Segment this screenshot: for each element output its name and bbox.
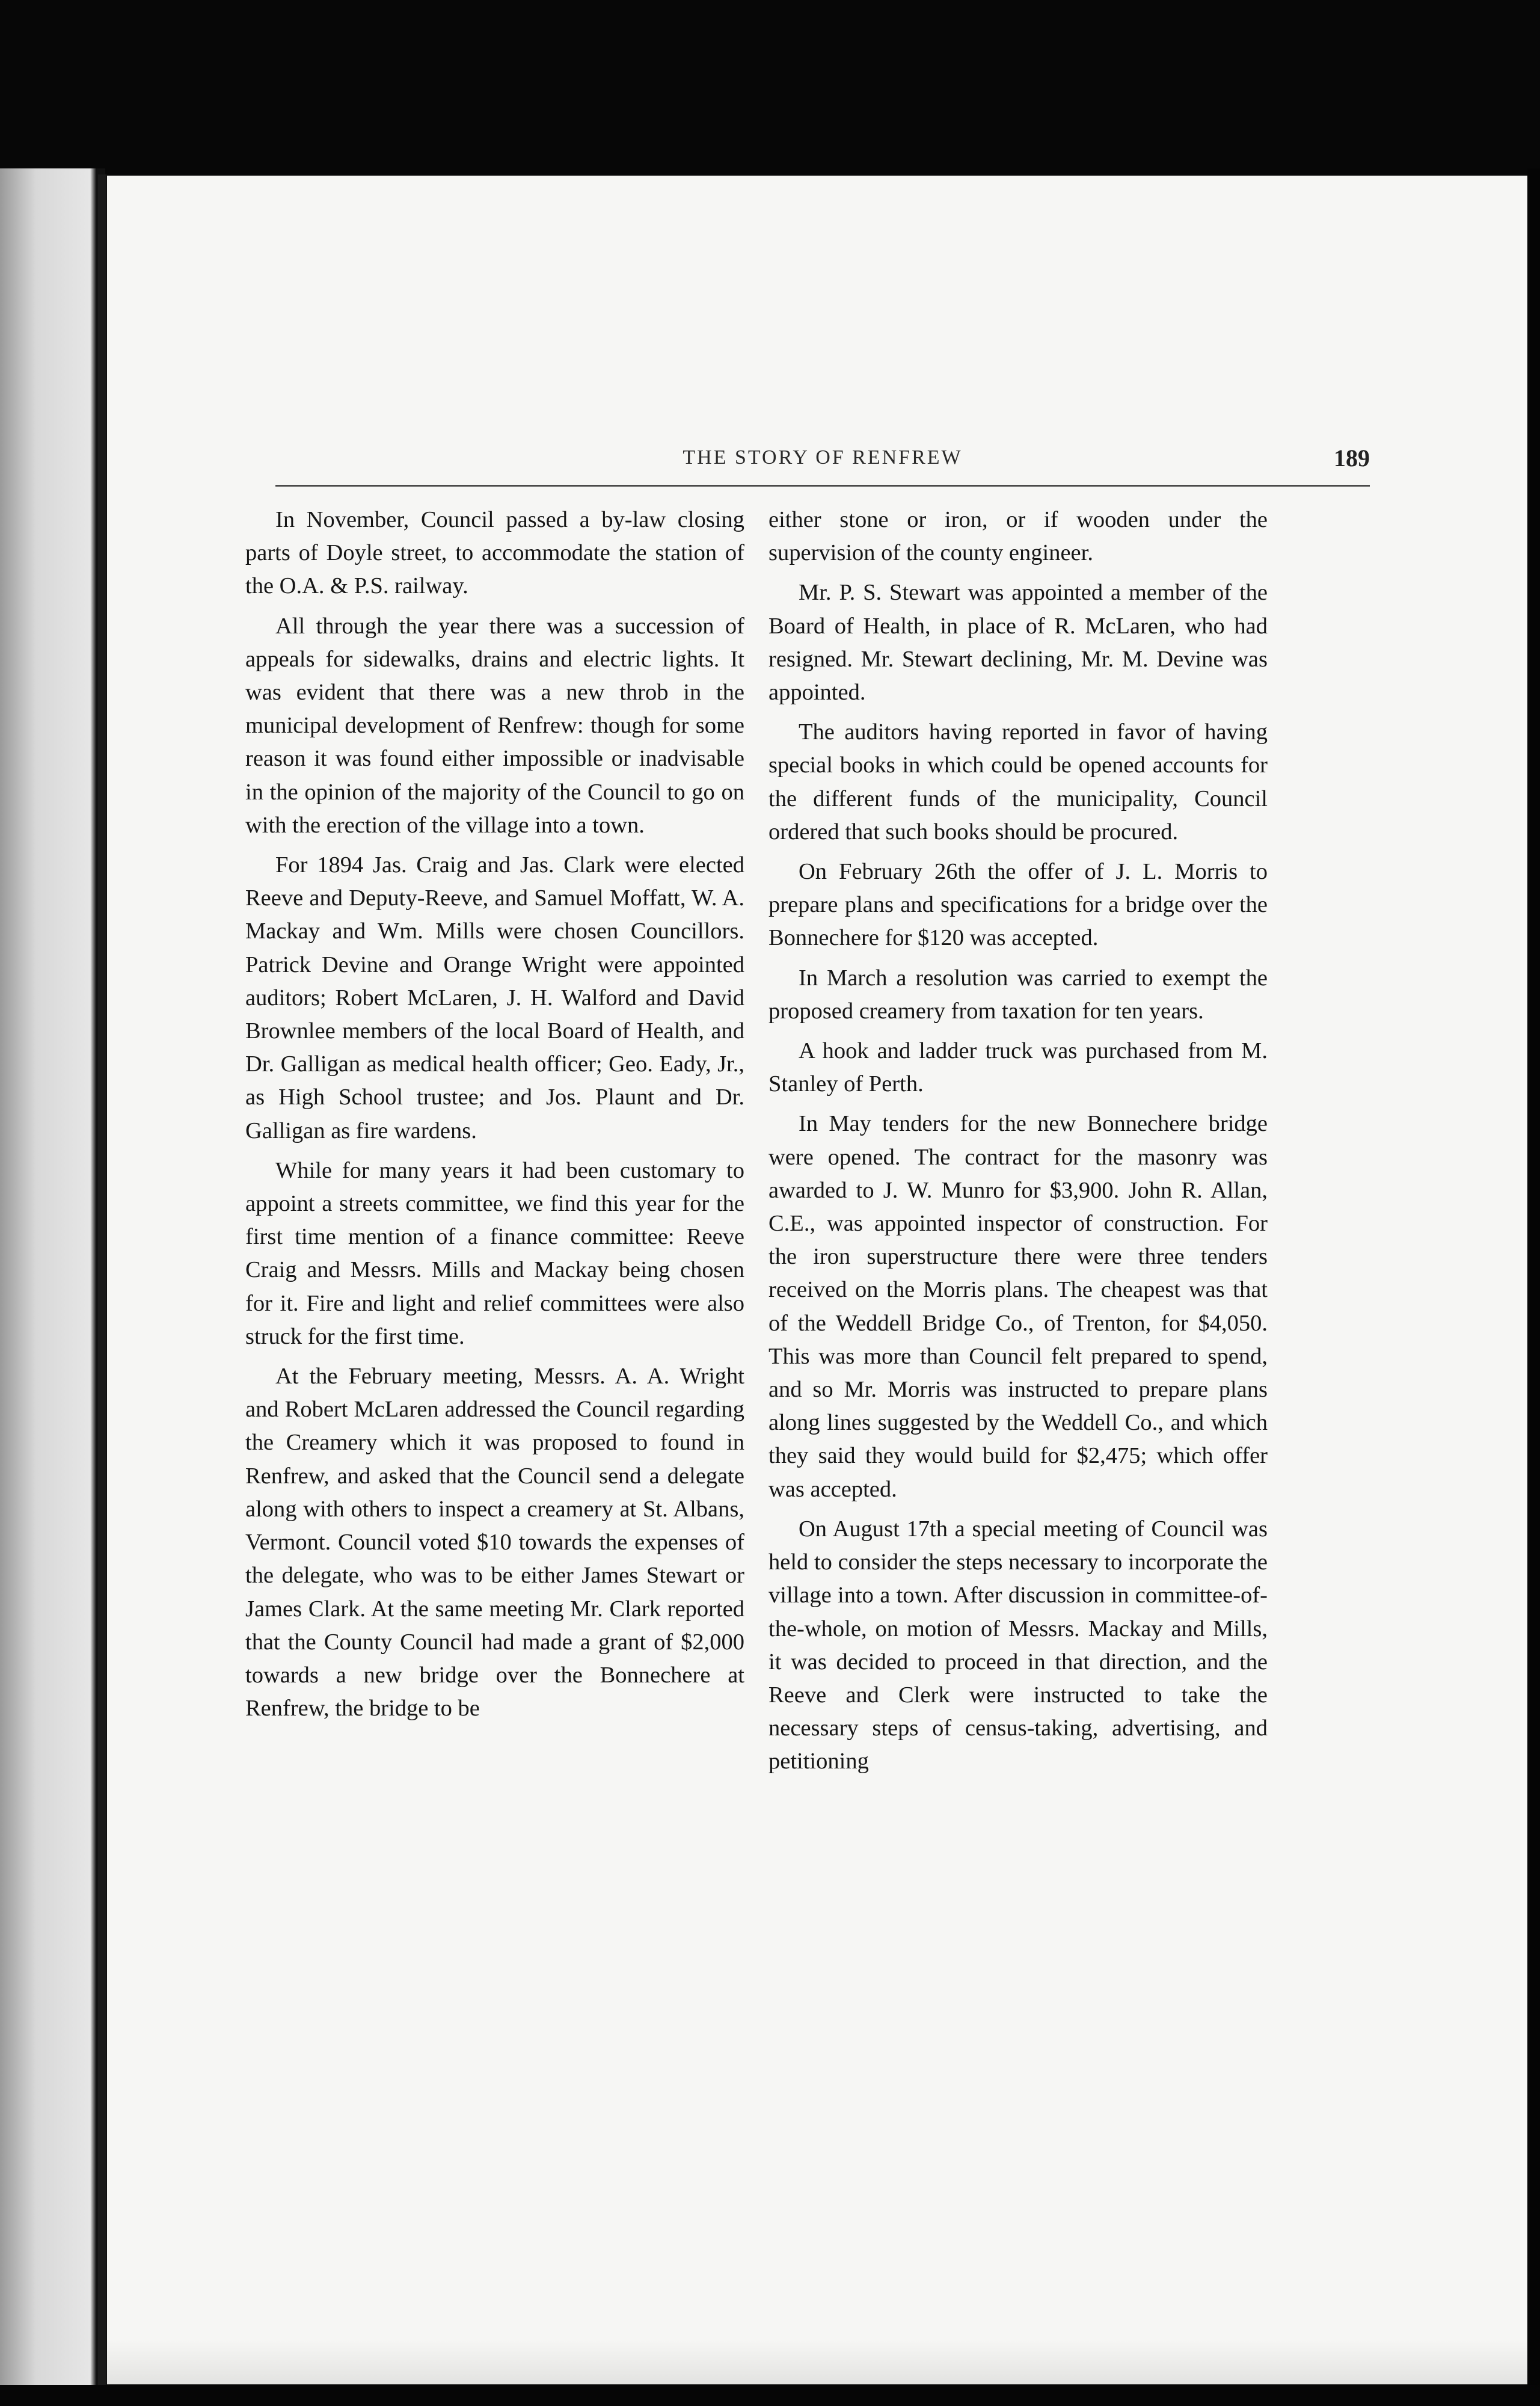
- paragraph: In March a resolution was carried to exempt the proposed creamery from taxation for ten years.: [768, 965, 1268, 1024]
- binding-edge: [98, 174, 106, 2388]
- paragraph: In November, Council passed a by-law closing parts of Doyle street, to accommodate the station of the O.A. & P.S. railway.: [245, 507, 744, 599]
- paragraph: A hook and ladder truck was purchased from M. Stanley of Perth.: [768, 1038, 1268, 1097]
- page-bottom-shadow: [107, 2340, 1527, 2384]
- text-columns: [245, 503, 1376, 2308]
- paragraph: Mr. P. S. Stewart was appointed a member of the Board of Health, in place of R. McLaren, who had resigned. Mr. Stewart declining, Mr. M. Devine was appointed.: [768, 580, 1268, 706]
- scan-background-left: [0, 168, 105, 2406]
- running-head: [275, 446, 1370, 488]
- paragraph: At the February meeting, Messrs. A. A. Wright and Robert McLaren addressed the Council regarding the Creamery which it was proposed to found in Renfrew, and asked that the Council send a delegate along with others to inspect a creamery at St. Albans, Vermont. Council voted $10 towards the expenses of the delegate, who was to be either James Stewart or James Clark. At the same meeting Mr. Clark reported that the County Council had made a grant of $2,000 towards a new bridge over the Bonnechere at Renfrew, the bridge to be: [245, 1364, 744, 1721]
- scan-background-right: [1527, 168, 1540, 2406]
- right-column: [768, 503, 1268, 1785]
- paragraph: In May tenders for the new Bonnechere bridge were opened. The contract for the masonry was awarded to J. W. Munro for $3,900. John R. Allan, C.E., was appointed inspector of construction. For the iron superstructure there were three tenders received on the Morris plans. The cheapest was that of the Weddell Bridge Co., of Trenton, for $4,050. This was more than Council felt prepared to spend, and so Mr. Morris was instructed to prepare plans along lines suggested by the Weddell Co., and which they said they would build for $2,475; which offer was accepted.: [768, 1111, 1268, 1502]
- paragraph: All through the year there was a succession of appeals for sidewalks, drains and electric lights. It was evident that there was a new throb in the municipal development of Renfrew: though for some reason it was found either impossible or inadvisable in the opinion of the majority of the Council to go on with the erection of the village into a town.: [245, 613, 744, 838]
- book-page: [107, 176, 1527, 2384]
- scan-background-bottom: [0, 2385, 1540, 2406]
- header-rule: [275, 485, 1370, 487]
- running-title: THE STORY OF RENFREW: [683, 446, 963, 469]
- paragraph: On August 17th a special meeting of Council was held to consider the steps necessary to incorporate the village into a town. After discussion in committee-of-the-whole, on motion of Messrs. Mackay and Mills, it was decided to proceed in that direction, and the Reeve and Clerk were instructed to take the necessary steps of census-taking, advertising, and petitioning: [768, 1516, 1268, 1774]
- left-column: [245, 503, 744, 1732]
- paragraph: On February 26th the offer of J. L. Morris to prepare plans and specifications for a bridge over the Bonnechere for $120 was accepted.: [768, 859, 1268, 951]
- paragraph: While for many years it had been customary to appoint a streets committee, we find this year for the first time mention of a finance committee: Reeve Craig and Messrs. Mills and Mackay being chosen for it. Fire and light and relief committees were also struck for the first time.: [245, 1157, 744, 1349]
- paragraph: For 1894 Jas. Craig and Jas. Clark were elected Reeve and Deputy-Reeve, and Samuel Moffatt, W. A. Mackay and Wm. Mills were chosen Councillors. Patrick Devine and Orange Wright were appointed auditors; Robert McLaren, J. H. Walford and David Brownlee members of the local Board of Health, and Dr. Galligan as medical health officer; Geo. Eady, Jr., as High School trustee; and Jos. Plaunt and Dr. Galligan as fire wardens.: [245, 852, 744, 1143]
- scan-background-top: [0, 0, 1540, 174]
- paragraph-continued: either stone or iron, or if wooden under the supervision of the county engineer.: [768, 507, 1268, 566]
- page-number: 189: [1334, 445, 1370, 472]
- paragraph: The auditors having reported in favor of having special books in which could be opened accounts for the different funds of the municipality, Council ordered that such books should be procured.: [768, 719, 1268, 845]
